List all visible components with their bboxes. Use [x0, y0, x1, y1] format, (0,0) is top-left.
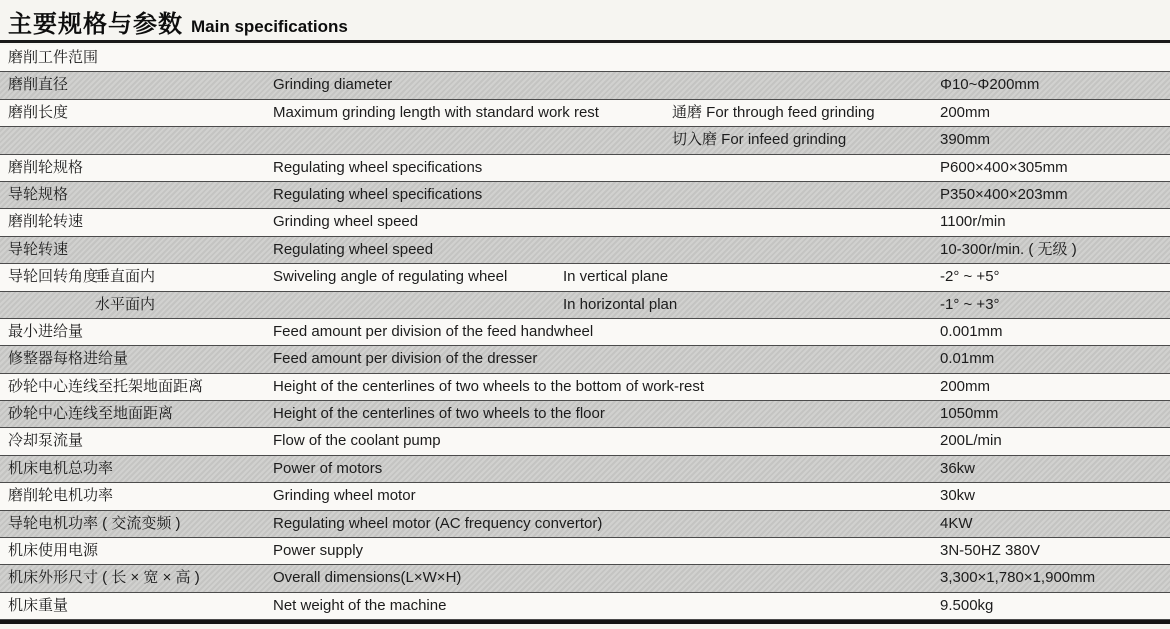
table-row — [0, 401, 1170, 428]
spec-label-en: Regulating wheel specifications — [273, 185, 483, 203]
table-row — [0, 182, 1170, 209]
table-row — [0, 72, 1170, 99]
spec-label-cn: 砂轮中心连线至托架地面距离 — [8, 377, 204, 395]
spec-label-cn: 砂轮中心连线至地面距离 — [8, 405, 174, 423]
table-row — [0, 483, 1170, 510]
table-row — [0, 155, 1170, 182]
spec-label-en: Height of the centerlines of two wheels to the floor — [273, 405, 605, 423]
spec-value: -2° ~ +5° — [940, 268, 1000, 286]
spec-value: 3N-50HZ 380V — [940, 542, 1041, 560]
spec-value: 10-300r/min. ( 无级 ) — [940, 240, 1077, 258]
table-row — [0, 565, 1170, 592]
table-row — [0, 237, 1170, 264]
spec-label-en: Overall dimensions(L×W×H) — [273, 569, 462, 587]
table-row — [0, 511, 1170, 538]
spec-value: 30kw — [940, 487, 976, 505]
spec-sub-label: In horizontal plan — [563, 295, 678, 313]
page-title-en: Main specifications — [191, 17, 348, 36]
table-section-row — [0, 45, 1170, 72]
spec-label-en: Grinding wheel speed — [273, 213, 419, 231]
table-row — [0, 456, 1170, 483]
spec-label-cn: 磨削长度 — [8, 103, 69, 121]
spec-label-en: Grinding wheel motor — [273, 487, 416, 505]
spec-value: 390mm — [940, 131, 991, 149]
spec-value: 200mm — [940, 103, 991, 121]
spec-label-cn: 磨削轮电机功率 — [8, 487, 114, 505]
spec-label-cn: 磨削轮转速 — [8, 213, 84, 231]
spec-sub-label: 切入磨 For infeed grinding — [672, 131, 847, 149]
spec-label-cn: 机床重量 — [8, 596, 69, 614]
spec-label-en: Feed amount per division of the dresser — [273, 350, 538, 368]
spec-value: 200mm — [940, 377, 991, 395]
spec-value: 200L/min — [940, 432, 1002, 450]
spec-label-cn: 机床外形尺寸 ( 长 × 宽 × 高 ) — [8, 569, 200, 587]
spec-sub-label: In vertical plane — [563, 268, 669, 286]
table-row — [0, 292, 1170, 319]
spec-value: 0.001mm — [940, 322, 1003, 340]
title-divider — [0, 40, 1170, 43]
section-label-cn: 磨削工件范围 — [8, 49, 99, 66]
spec-value: P350×400×203mm — [940, 185, 1068, 203]
page-title-cn: 主要规格与参数 — [8, 11, 183, 38]
spec-value: 4KW — [940, 514, 973, 532]
spec-label-cn: 磨削直径 — [8, 76, 69, 94]
table-row — [0, 319, 1170, 346]
spec-label-cn: 导轮电机功率 ( 交流变频 ) — [8, 514, 181, 532]
specifications-table — [0, 45, 1170, 624]
spec-label-en: Height of the centerlines of two wheels to the bottom of work-rest — [273, 377, 705, 395]
spec-value: 1100r/min — [940, 213, 1006, 231]
spec-value: 9.500kg — [940, 596, 994, 614]
spec-value: 36kw — [940, 459, 976, 477]
spec-sub-label: 通磨 For through feed grinding — [672, 103, 875, 121]
spec-label-en: Swiveling angle of regulating wheel — [273, 268, 508, 286]
spec-label-cn: 修整器每格进给量 — [8, 350, 129, 368]
spec-value: Φ10~Φ200mm — [940, 76, 1040, 94]
spec-label-cn: 导轮回转角度 — [8, 268, 99, 286]
spec-value: 0.01mm — [940, 350, 995, 368]
spec-label-cn: 导轮转速 — [8, 240, 69, 258]
spec-value: 3,300×1,780×1,900mm — [940, 569, 1096, 587]
table-row — [0, 374, 1170, 401]
page-title — [8, 4, 1170, 39]
spec-label-en: Net weight of the machine — [273, 596, 447, 614]
spec-label-cn: 磨削轮规格 — [8, 158, 84, 176]
spec-sub-label-cn: 垂直面内 — [95, 268, 156, 286]
spec-label-en: Flow of the coolant pump — [273, 432, 441, 450]
spec-value: 1050mm — [940, 405, 999, 423]
spec-label-en: Regulating wheel speed — [273, 240, 434, 258]
spec-label-cn: 机床使用电源 — [8, 542, 99, 560]
table-row — [0, 100, 1170, 127]
table-row — [0, 264, 1170, 291]
spec-label-en: Power of motors — [273, 459, 383, 477]
table-row — [0, 428, 1170, 455]
table-row — [0, 538, 1170, 565]
table-row — [0, 209, 1170, 236]
spec-label-cn: 导轮规格 — [8, 185, 69, 203]
spec-label-en: Regulating wheel specifications — [273, 158, 483, 176]
spec-label-en: Grinding diameter — [273, 76, 393, 94]
table-row — [0, 346, 1170, 373]
spec-label-en: Power supply — [273, 542, 364, 560]
spec-label-en: Maximum grinding length with standard work rest — [273, 103, 599, 121]
spec-sub-label-cn: 水平面内 — [95, 295, 156, 313]
spec-label-cn: 机床电机总功率 — [8, 459, 114, 477]
spec-label-cn: 最小进给量 — [8, 322, 84, 340]
table-row — [0, 593, 1170, 620]
spec-label-en: Feed amount per division of the feed handwheel — [273, 322, 594, 340]
spec-value: P600×400×305mm — [940, 158, 1068, 176]
table-row — [0, 127, 1170, 154]
spec-label-cn: 冷却泵流量 — [8, 432, 84, 450]
spec-label-en: Regulating wheel motor (AC frequency convertor) — [273, 514, 603, 532]
spec-value: -1° ~ +3° — [940, 295, 1000, 313]
